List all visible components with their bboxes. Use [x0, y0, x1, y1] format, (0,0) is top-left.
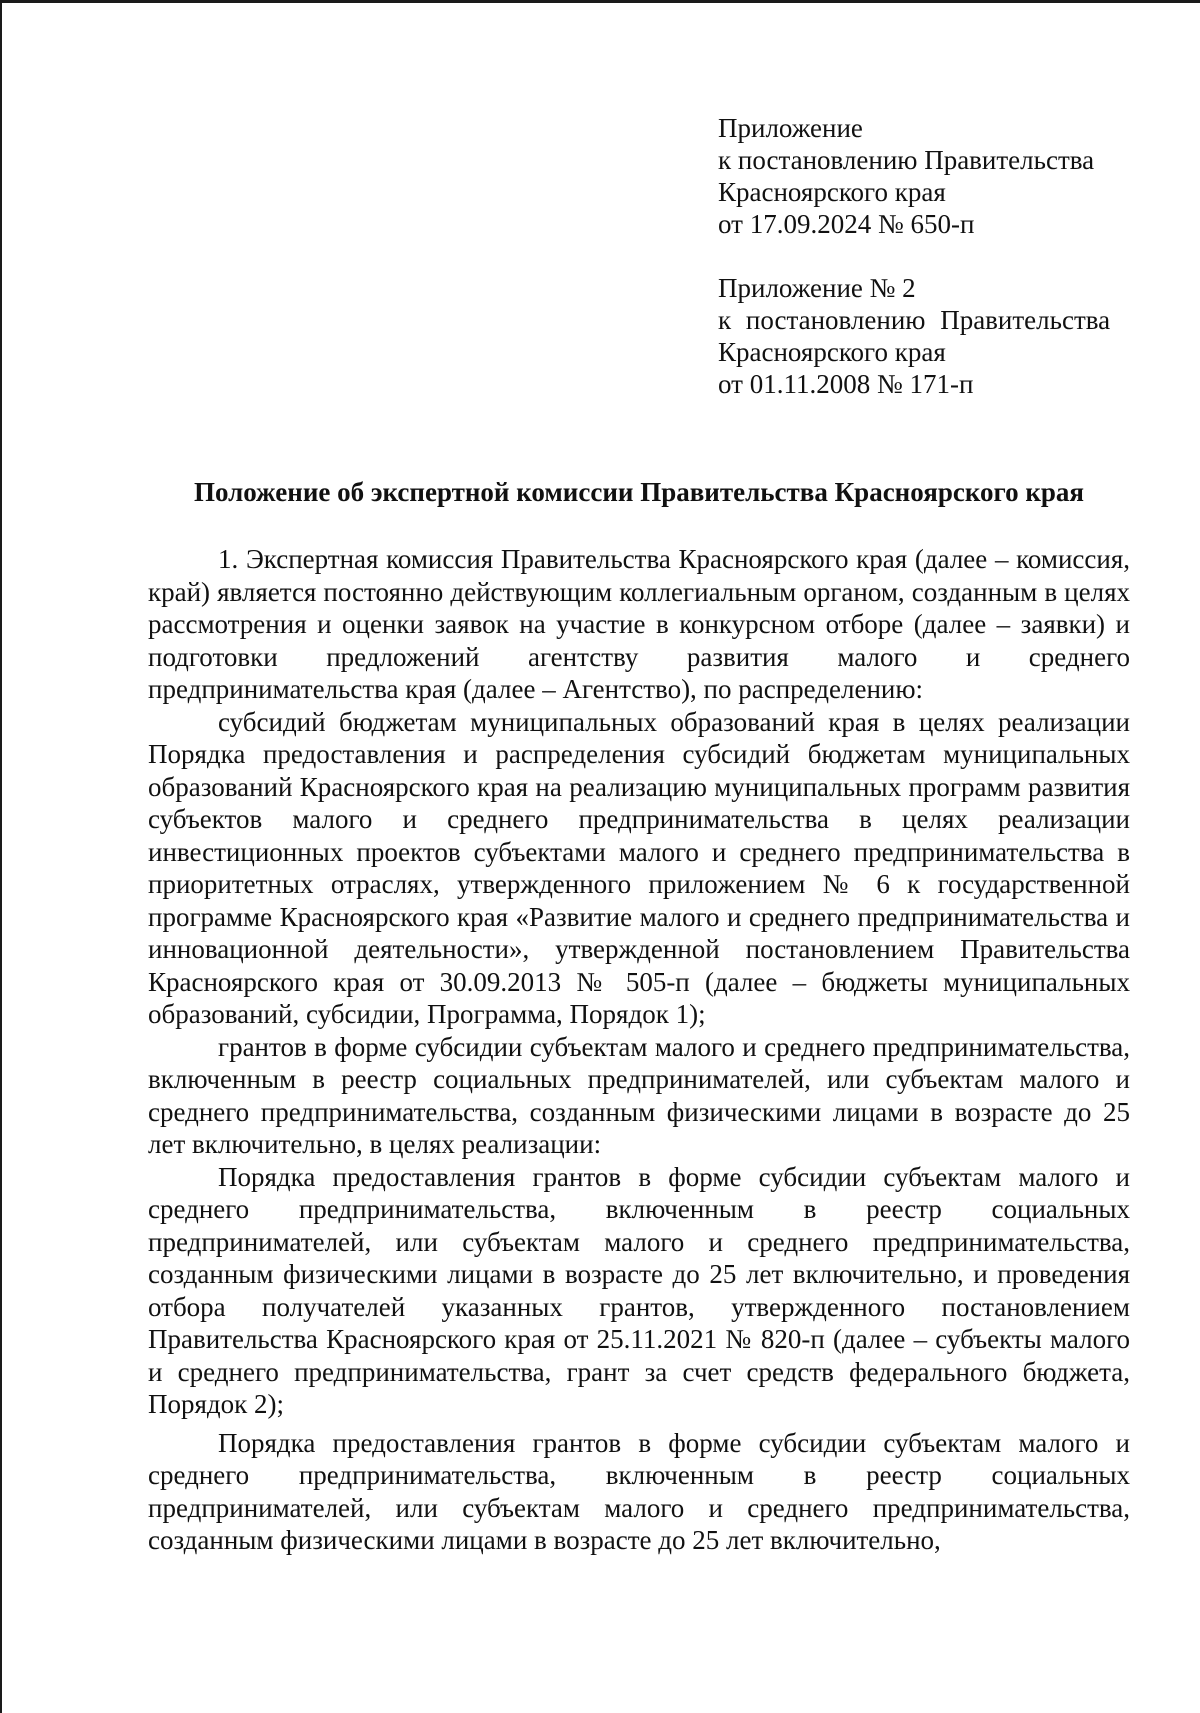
- appendix-label: Приложение: [718, 113, 863, 143]
- appendix-resolution-ref: к постановлению Правительства: [718, 145, 1095, 175]
- appendix-region: Красноярского края: [718, 177, 946, 207]
- left-scan-edge: [0, 0, 2, 1713]
- paragraph-procedure-3: Порядка предоставления грантов в форме субсидии субъектам малого и среднего предпринимательства, включенным в реестр социальных предпринимателей, или субъектам малого и среднего предпринимательства, созданным физическими лицами в возрасте до 25 лет включительно,: [148, 1427, 1130, 1555]
- appendix-resolution-ref: к постановлению Правительства: [718, 305, 1111, 335]
- appendix-label: Приложение № 2: [718, 273, 916, 303]
- appendix-reference-original: [718, 272, 1130, 400]
- appendix-reference-current: [718, 112, 1130, 240]
- paragraph-grants: грантов в форме субсидии субъектам малого и среднего предпринимательства, включенным в реестр социальных предпринимателей, или субъектам малого и среднего предпринимательства, созданным физическими лицами в возрасте до 25 лет включительно, в целях реализации:: [148, 1031, 1130, 1159]
- appendix-region: Красноярского края: [718, 337, 946, 367]
- appendix-date-number: от 01.11.2008 № 171-п: [718, 369, 974, 399]
- paragraph-commission-definition: 1. Экспертная комиссия Правительства Красноярского края (далее – комиссия, край) является постоянно действующим коллегиальным органом, созданным в целях рассмотрения и оценки заявок на участие в конкурсном отборе (далее – заявки) и подготовки предложений агентству развития малого и среднего предпринимательства края (далее – Агентство), по распределению:: [148, 544, 1130, 704]
- paragraph-procedure-2: Порядка предоставления грантов в форме субсидии субъектам малого и среднего предпринимательства, включенным в реестр социальных предпринимателей, или субъектам малого и среднего предпринимательства, созданным физическими лицами в возрасте до 25 лет включительно, и проведения отбора получателей указанных грантов, утвержденного постановлением Правительства Красноярского края от 25.11.2021 № 820-п (далее – субъекты малого и среднего предпринимательства, грант за счет средств федерального бюджета, Порядок 2);: [148, 1161, 1130, 1419]
- paragraph-municipal-subsidies: субсидий бюджетам муниципальных образований края в целях реализации Порядка предоставления и распределения субсидий бюджетам муниципальных образований Красноярского края на реализацию муниципальных программ развития субъектов малого и среднего предпринимательства в целях реализации инвестиционных проектов субъектами малого и среднего предпринимательства в приоритетных отраслях, утвержденного приложением № 6 к государственной программе Красноярского края «Развитие малого и среднего предпринимательства и инновационной деятельности», утвержденной постановлением Правительства Красноярского края от 30.09.2013 № 505-п (далее – бюджеты муниципальных образований, субсидии, Программа, Порядок 1);: [148, 706, 1130, 1029]
- appendix-date-number: от 17.09.2024 № 650-п: [718, 209, 975, 239]
- document-page: [148, 112, 1130, 1557]
- document-body: [148, 543, 1130, 1557]
- document-title: Положение об экспертной комиссии Правительства Красноярского края: [193, 477, 1085, 507]
- top-scan-edge: [0, 0, 1200, 3]
